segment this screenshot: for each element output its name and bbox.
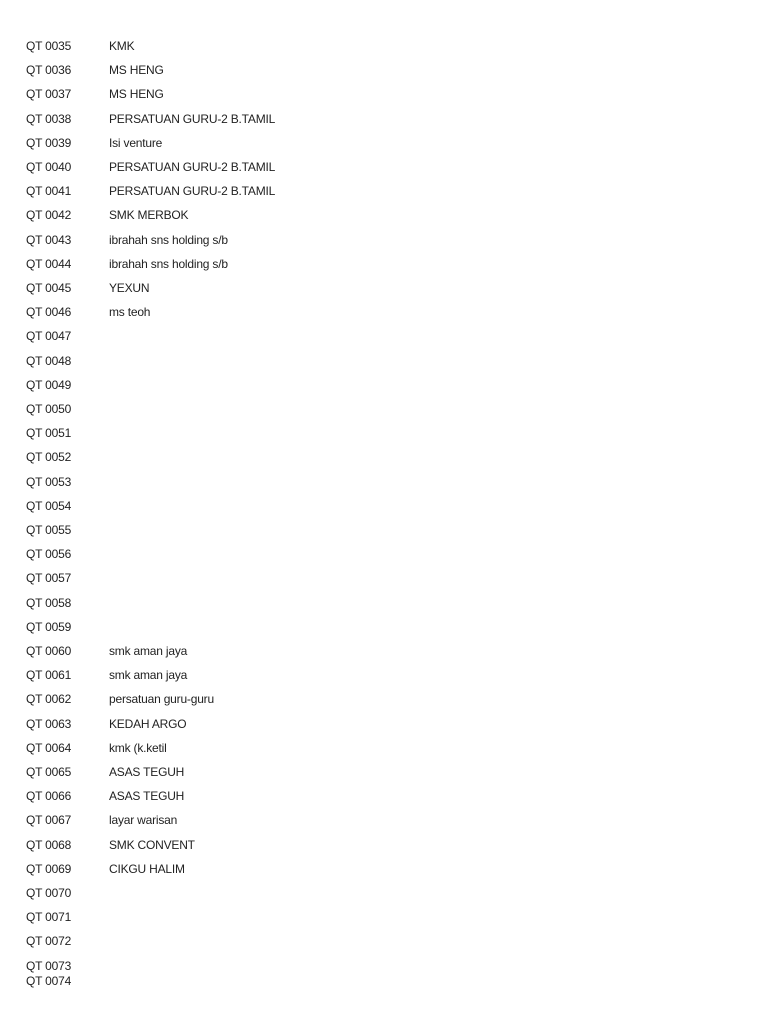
list-item: [26, 425, 109, 441]
list-item: [26, 933, 109, 949]
customer-name: ms teoh: [109, 305, 151, 320]
list-item: [26, 111, 275, 127]
quotation-code: QT 0070: [26, 886, 72, 900]
quotation-code: QT 0040: [26, 160, 72, 174]
list-item: [26, 256, 228, 272]
list-item: [26, 788, 184, 804]
quotation-code: QT 0073: [26, 958, 72, 973]
list-item: [26, 861, 185, 877]
list-item: [26, 86, 164, 102]
list-item: [26, 643, 187, 659]
quotation-code: QT 0046: [26, 305, 72, 320]
list-item: [26, 135, 162, 151]
list-item: [26, 183, 275, 199]
list-item: [26, 570, 109, 586]
customer-name: ibrahah sns holding s/b: [109, 232, 228, 247]
list-item: [26, 38, 134, 54]
list-item: [26, 498, 109, 514]
customer-name: PERSATUAN GURU-2 B.TAMIL: [109, 111, 276, 126]
customer-name: smk aman jaya: [109, 644, 188, 658]
customer-name: ibrahah sns holding s/b: [109, 256, 228, 271]
list-item: [26, 885, 109, 901]
customer-name: KMK: [109, 39, 135, 53]
quotation-code: QT 0048: [26, 353, 72, 368]
quotation-code: QT 0047: [26, 329, 72, 344]
quotation-code: QT 0071: [26, 910, 72, 925]
quotation-code: QT 0074: [26, 973, 72, 988]
quotation-code: QT 0045: [26, 281, 72, 295]
quotation-code: QT 0036: [26, 63, 72, 78]
customer-name: ASAS TEGUH: [109, 789, 185, 804]
quotation-code: QT 0043: [26, 232, 72, 247]
list-item: [26, 401, 109, 417]
list-item: [26, 546, 109, 562]
customer-name: PERSATUAN GURU-2 B.TAMIL: [109, 160, 276, 174]
customer-name: MS HENG: [109, 63, 164, 78]
quotation-code: QT 0069: [26, 861, 72, 876]
quotation-code: QT 0050: [26, 402, 72, 416]
list-item: [26, 280, 149, 296]
customer-name: SMK CONVENT: [109, 837, 195, 852]
list-item: [26, 353, 109, 369]
list-item: [26, 159, 275, 175]
quotation-code: QT 0064: [26, 740, 72, 755]
quotation-code: QT 0053: [26, 474, 72, 489]
list-item: [26, 740, 167, 756]
list-item: [26, 837, 195, 853]
quotation-code: QT 0042: [26, 208, 72, 223]
customer-name: Isi venture: [109, 135, 163, 150]
list-item: [26, 207, 188, 223]
quotation-code: QT 0039: [26, 135, 72, 150]
quotation-code: QT 0056: [26, 547, 72, 562]
list-item: [26, 973, 109, 989]
list-item: [26, 716, 186, 732]
list-item: [26, 474, 109, 490]
customer-name: ASAS TEGUH: [109, 765, 185, 779]
quotation-code: QT 0061: [26, 668, 72, 683]
customer-name: SMK MERBOK: [109, 208, 189, 223]
quotation-code: QT 0066: [26, 789, 72, 804]
list-item: [26, 377, 109, 393]
quotation-code: QT 0035: [26, 39, 72, 53]
customer-name: KEDAH ARGO: [109, 716, 187, 731]
customer-name: YEXUN: [109, 281, 150, 295]
list-item: [26, 619, 109, 635]
customer-name: PERSATUAN GURU-2 B.TAMIL: [109, 184, 276, 199]
list-item: [26, 595, 109, 611]
quotation-code: QT 0057: [26, 571, 72, 586]
customer-name: MS HENG: [109, 87, 164, 102]
list-item: [26, 328, 109, 344]
quotation-code: QT 0049: [26, 377, 72, 392]
quotation-code: QT 0041: [26, 184, 72, 199]
quotation-code: QT 0065: [26, 765, 72, 779]
list-item: [26, 232, 228, 248]
customer-name: smk aman jaya: [109, 668, 188, 683]
quotation-code: QT 0058: [26, 595, 72, 610]
quotation-code: QT 0062: [26, 692, 72, 707]
list-item: [26, 449, 109, 465]
quotation-code: QT 0051: [26, 426, 72, 441]
quotation-code: QT 0054: [26, 498, 72, 513]
list-item: [26, 909, 109, 925]
quotation-code: QT 0063: [26, 716, 72, 731]
list-item: [26, 304, 150, 320]
quotation-code: QT 0052: [26, 450, 72, 465]
quotation-code: QT 0055: [26, 523, 72, 537]
list-item: [26, 667, 187, 683]
customer-name: CIKGU HALIM: [109, 861, 185, 876]
customer-name: kmk (k.ketil: [109, 740, 167, 755]
quotation-code: QT 0060: [26, 644, 72, 658]
list-item: [26, 62, 164, 78]
customer-name: persatuan guru-guru: [109, 692, 214, 707]
list-item: [26, 812, 177, 828]
list-item: [26, 764, 184, 780]
quotation-code: QT 0072: [26, 934, 72, 949]
quotation-code: QT 0068: [26, 837, 72, 852]
quotation-code: QT 0059: [26, 619, 72, 634]
quotation-code: QT 0067: [26, 813, 72, 828]
list-item: [26, 691, 214, 707]
quotation-code: QT 0037: [26, 87, 72, 102]
quotation-code: QT 0038: [26, 111, 72, 126]
list-item: [26, 522, 109, 538]
quotation-code: QT 0044: [26, 256, 72, 271]
list-item: [26, 958, 109, 974]
customer-name: layar warisan: [109, 813, 178, 828]
